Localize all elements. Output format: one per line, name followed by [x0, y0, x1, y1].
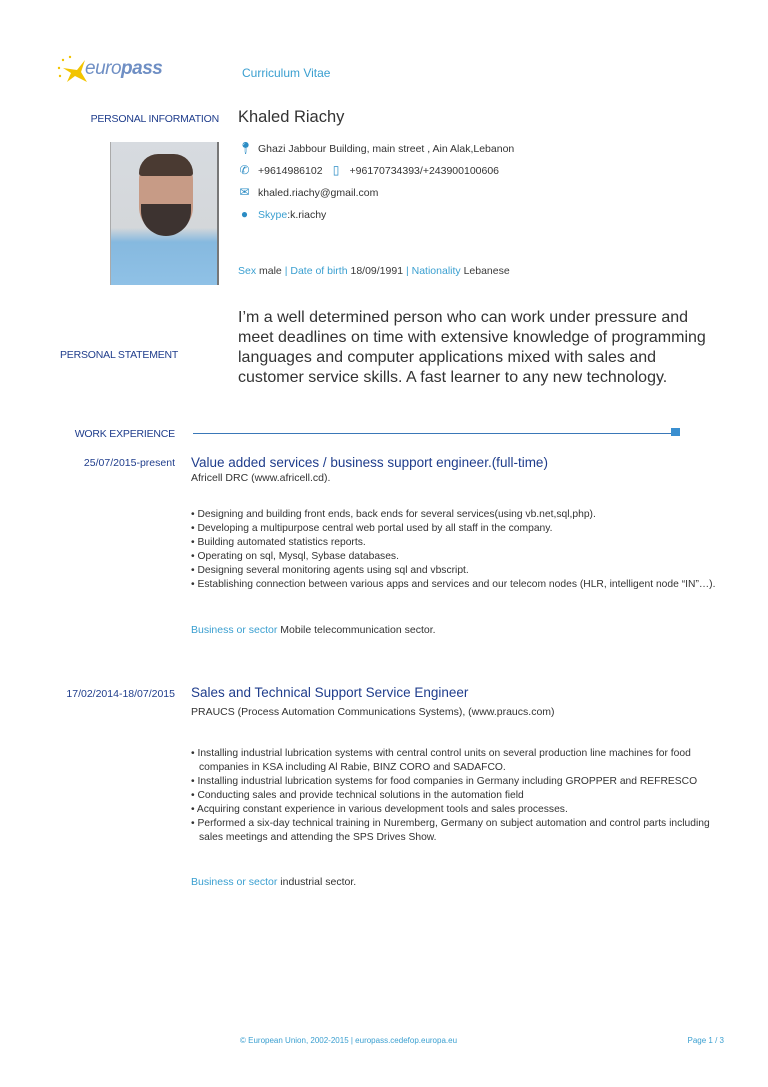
job-duties-list	[191, 747, 731, 845]
personal-details	[238, 265, 510, 277]
dob: 18/09/1991	[350, 265, 404, 277]
phone-row	[238, 164, 499, 177]
sector-label: Business or sector	[191, 876, 278, 888]
list-item: • Establishing connection between various apps and services and our telecom nodes (HLR, intelligent node “IN”…).	[191, 578, 731, 592]
list-item: • Performed a six-day technical training in Nuremberg, Germany on subject automation and control parts including sales meetings and attending the SPS Drives Show.	[191, 817, 731, 845]
phone-icon: ✆	[239, 163, 250, 177]
location-pin-icon: 📍︎	[238, 141, 254, 155]
address-row	[238, 142, 514, 155]
nationality: Lebanese	[463, 265, 510, 277]
mobile-icon: ▯	[332, 163, 340, 177]
list-item: • Acquiring constant experience in various development tools and sales processes.	[191, 803, 731, 817]
business-sector	[191, 876, 356, 888]
job-dates: 17/02/2014-18/07/2015	[66, 688, 175, 700]
sector-value: industrial sector.	[280, 876, 357, 888]
email-icon: ✉	[239, 185, 250, 199]
personal-statement: I’m a well determined person who can work under pressure and meet deadlines on time with extensive knowledge of programming languages and computer applications mixed with sales and customer service skills. A fast learner to any new technology.	[238, 309, 706, 386]
skype-label: Skype	[258, 208, 288, 221]
employer: Africell DRC (www.africell.cd).	[191, 472, 331, 484]
email-row	[238, 186, 378, 199]
section-divider	[193, 433, 671, 434]
person-name: Khaled Riachy	[238, 108, 345, 126]
sector-value: Mobile telecommunication sector.	[280, 624, 436, 636]
separator: |	[405, 265, 409, 277]
europass-logo	[55, 54, 165, 86]
email[interactable]: khaled.riachy@gmail.com	[258, 186, 379, 199]
employer: PRAUCS (Process Automation Communications Systems), (www.praucs.com)	[191, 706, 555, 718]
list-item: • Installing industrial lubrication systems with central control units on several production line machines for food companies in KSA including Al Rabie, BINZ CORO and SADAFCO.	[191, 747, 731, 775]
list-item: • Conducting sales and provide technical solutions in the automation field	[191, 789, 731, 803]
logo-text: euro	[85, 58, 122, 79]
mobile: +96170734393/+243900100606	[349, 164, 500, 177]
nationality-label: Nationality	[411, 265, 461, 277]
job-title: Sales and Technical Support Service Engineer	[191, 685, 469, 700]
list-item: • Designing several monitoring agents using sql and vbscript.	[191, 564, 731, 578]
skype-row	[238, 208, 326, 221]
separator: |	[284, 265, 288, 277]
sector-label: Business or sector	[191, 624, 278, 636]
job-title: Value added services / business support engineer.(full-time)	[191, 455, 548, 470]
profile-photo	[110, 142, 219, 285]
business-sector	[191, 624, 436, 636]
section-marker	[671, 428, 680, 436]
job-duties-list	[191, 508, 731, 592]
phone: +9614986102	[258, 164, 323, 177]
dob-label: Date of birth	[290, 265, 348, 277]
section-label-personal-statement: PERSONAL STATEMENT	[60, 349, 179, 361]
list-item: • Designing and building front ends, back ends for several services(using vb.net,sql,php).	[191, 508, 731, 522]
address: Ghazi Jabbour Building, main street , Ain Alak,Lebanon	[258, 142, 515, 155]
footer-copyright: © European Union, 2002-2015 | europass.cedefop.europa.eu	[240, 1036, 458, 1045]
list-item: • Installing industrial lubrication systems for food companies in Germany including GROPPER and REFRESCO	[191, 775, 731, 789]
section-label-work-experience: WORK EXPERIENCE	[74, 428, 175, 440]
page-number: Page 1 / 3	[687, 1036, 724, 1045]
sex: male	[259, 265, 282, 277]
logo-text-bold: pass	[121, 58, 163, 79]
chat-bubble-icon: ●	[240, 207, 249, 221]
sex-label: Sex	[238, 265, 257, 277]
europass-star-figure-icon	[55, 54, 89, 86]
skype-id: :k.riachy	[287, 208, 327, 221]
list-item: • Developing a multipurpose central web portal used by all staff in the company.	[191, 522, 731, 536]
job-dates: 25/07/2015-present	[83, 457, 175, 469]
document-title: Curriculum Vitae	[242, 66, 331, 80]
list-item: • Building automated statistics reports.	[191, 536, 731, 550]
list-item: • Operating on sql, Mysql, Sybase databases.	[191, 550, 731, 564]
section-label-personal-information: PERSONAL INFORMATION	[90, 113, 219, 125]
